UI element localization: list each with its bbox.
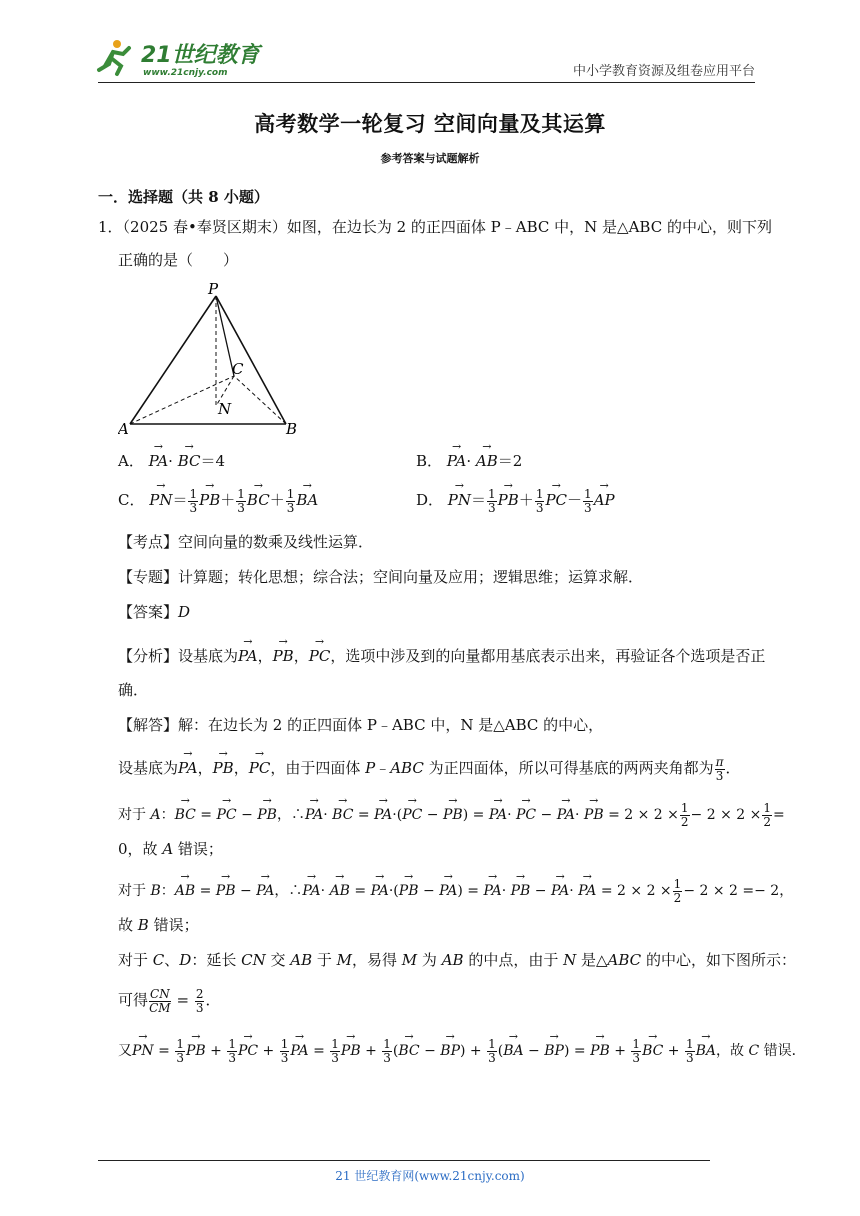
zhuanti-line: 【专题】计算题；转化思想；综合法；空间向量及应用；逻辑思维；运算求解． xyxy=(118,568,644,586)
runner-icon xyxy=(99,40,129,74)
section-heading: 一．选择题（共 8 小题） xyxy=(98,188,269,206)
fenxi-line2: 确． xyxy=(118,681,149,699)
jieda-line1: 【解答】解：在边长为 2 的正四面体 P﹣ABC 中，N 是△ABC 的中心， xyxy=(118,716,604,734)
page-subtitle: 参考答案与试题解析 xyxy=(380,152,480,165)
answer-value: D xyxy=(178,603,191,621)
label-A: A xyxy=(118,420,129,438)
jieda-line9: 又→ PN = $\frac{1}{3}$ → PB + $\frac{1}{3}$ → PC + $\frac{1}{3}$ → PA = $\frac{1}{3}$ → PB + $\frac{1}{3}$ (→ BC − → BP) + $\frac{1}{3}$ (→ BA − → BP) = → PB + $\frac{1}{3}$ → BC + $\frac{1}{3}$ → BA，故 C 错误． xyxy=(118,1038,806,1064)
header-divider xyxy=(98,82,755,83)
logo-url: www.21cnjy.com xyxy=(143,68,228,78)
fenxi-line1: 【分析】设基底为→ PA，→ PB，→ PC，选项中涉及到的向量都用基底表示出来，再验证各个选项是否正 xyxy=(118,645,765,664)
jieda-line7: 对于 C、D：延长 CN 交 AB 于 M，易得 M 为 AB 的中点，由于 N 是△ABC 的中心，如下图所示： xyxy=(118,951,796,969)
jieda-line6: 故 B 错误； xyxy=(118,916,199,934)
page-title: 高考数学一轮复习 空间向量及其运算 xyxy=(254,111,606,136)
header-platform-text: 中小学教育资源及组卷应用平台 xyxy=(572,64,755,79)
footer-divider xyxy=(98,1160,710,1161)
option-c: C． → PN＝ $\frac{1}{3}$ → PB＋ $\frac{1}{3}$ → BC＋ $\frac{1}{3}$ → BA xyxy=(118,488,318,514)
jieda-line8: 可得 $\frac{CN}{CM}$ = $\frac{2}{3}$ ． xyxy=(118,987,221,1015)
question-stem-line2: 正确的是（ ） xyxy=(118,251,239,269)
site-logo xyxy=(95,36,265,80)
question-stem-line1: 1．（2025 春•奉贤区期末）如图，在边长为 2 的正四面体 P﹣ABC 中，N 是△ABC 的中心，则下列 xyxy=(98,218,772,236)
jieda-line5: 对于 B：→ AB = → PB − → PA，∴→ PA· → AB = → PA·(→ PB − → PA) = → PA· → PB − → PA· → PA = 2 × 2 × $\frac{1}{2}$ − 2 × 2 =− 2， xyxy=(118,878,793,904)
tetrahedron-figure xyxy=(118,280,308,440)
label-C: C xyxy=(232,360,244,378)
jieda-line2: 设基底为→ PA，→ PB，→ PC，由于四面体 P﹣ABC 为正四面体，所以可得基底的两两夹角都为 $\frac{\pi}{3}$ ． xyxy=(118,756,741,782)
jieda-line3: 对于 A：→ BC = → PC − → PB，∴→ PA· → BC = → PA·(→ PC − → PB) = → PA· → PC − → PA· → PB = 2 × 2 × $\frac{1}{2}$ − 2 × 2 × $\frac{1}{2}$ = xyxy=(118,802,785,828)
kaodian-line: 【考点】空间向量的数乘及线性运算． xyxy=(118,533,374,551)
option-b: B． → PA· → AB＝2 xyxy=(416,450,522,469)
answer-line: 【答案】D xyxy=(118,603,191,621)
label-B: B xyxy=(286,420,298,438)
option-d: D． → PN＝ $\frac{1}{3}$ → PB＋ $\frac{1}{3}$ → PC－ $\frac{1}{3}$ → AP xyxy=(416,488,615,514)
label-P: P xyxy=(208,280,219,298)
jieda-line4: 0，故 A 错误； xyxy=(118,840,223,858)
option-a: A． → PA· → BC＝4 xyxy=(118,450,225,469)
logo-text: 21世纪教育 xyxy=(141,43,260,68)
footer-text[interactable]: 21 世纪教育网(www.21cnjy.com) xyxy=(335,1169,525,1183)
label-N: N xyxy=(218,400,232,418)
